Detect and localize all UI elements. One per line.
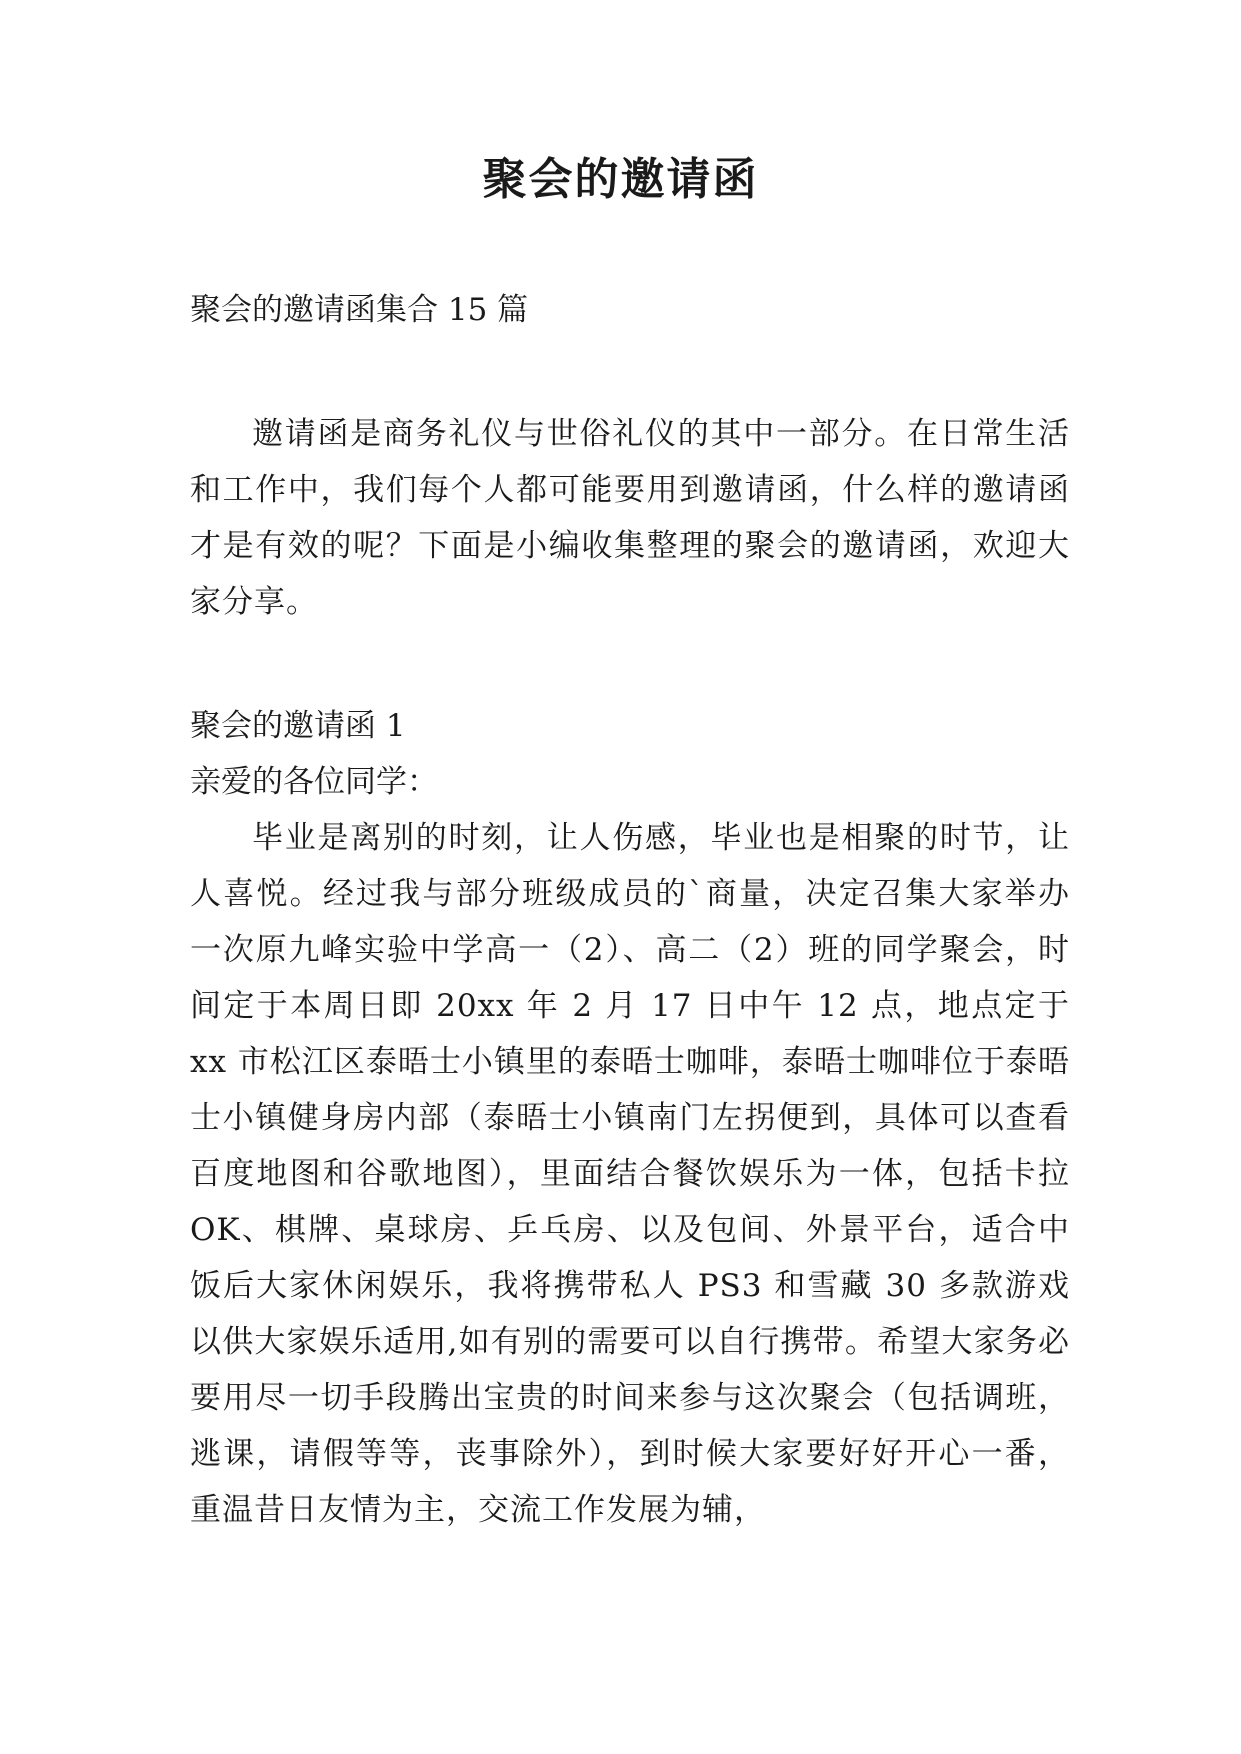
section-heading: 聚会的邀请函 1 [190, 708, 406, 744]
letter-salutation: 亲爱的各位同学： [190, 764, 438, 800]
letter-body-paragraph: 毕业是离别的时刻，让人伤感，毕业也是相聚的时节，让人喜悦。经过我与部分班级成员的`商量，决定召集大家举办一次原九峰实验中学高一（2）、高二（2）班的同学聚会，时间定于本周日即 20xx 年 2 月 17 日中午 12 点，地点定于 xx 市松江区泰晤士小镇里的泰晤士咖啡，泰晤士咖啡位于泰晤士小镇健身房内部（泰晤士小镇南门左拐便到，具体可以查看百度地图和谷歌地图），里面结合餐饮娱乐为一体，包括卡拉 OK、棋牌、桌球房、乒乓房、以及包间、外景平台，适合中饭后大家休闲娱乐，我将携带私人 PS3 和雪藏 30 多款游戏以供大家娱乐适用,如有别的需要可以自行携带。希望大家务必要用尽一切手段腾出宝贵的时间来参与这次聚会（包括调班，逃课，请假等等，丧事除外），到时候大家要好好开心一番，重温昔日友情为主，交流工作发展为辅， [190, 820, 1070, 1528]
intro-paragraph: 邀请函是商务礼仪与世俗礼仪的其中一部分。在日常生活和工作中，我们每个人都可能要用到邀请函，什么样的邀请函才是有效的呢？下面是小编收集整理的聚会的邀请函，欢迎大家分享。 [190, 416, 1070, 620]
document-title: 聚会的邀请函 [482, 154, 759, 205]
document-subtitle: 聚会的邀请函集合 15 篇 [190, 292, 529, 328]
